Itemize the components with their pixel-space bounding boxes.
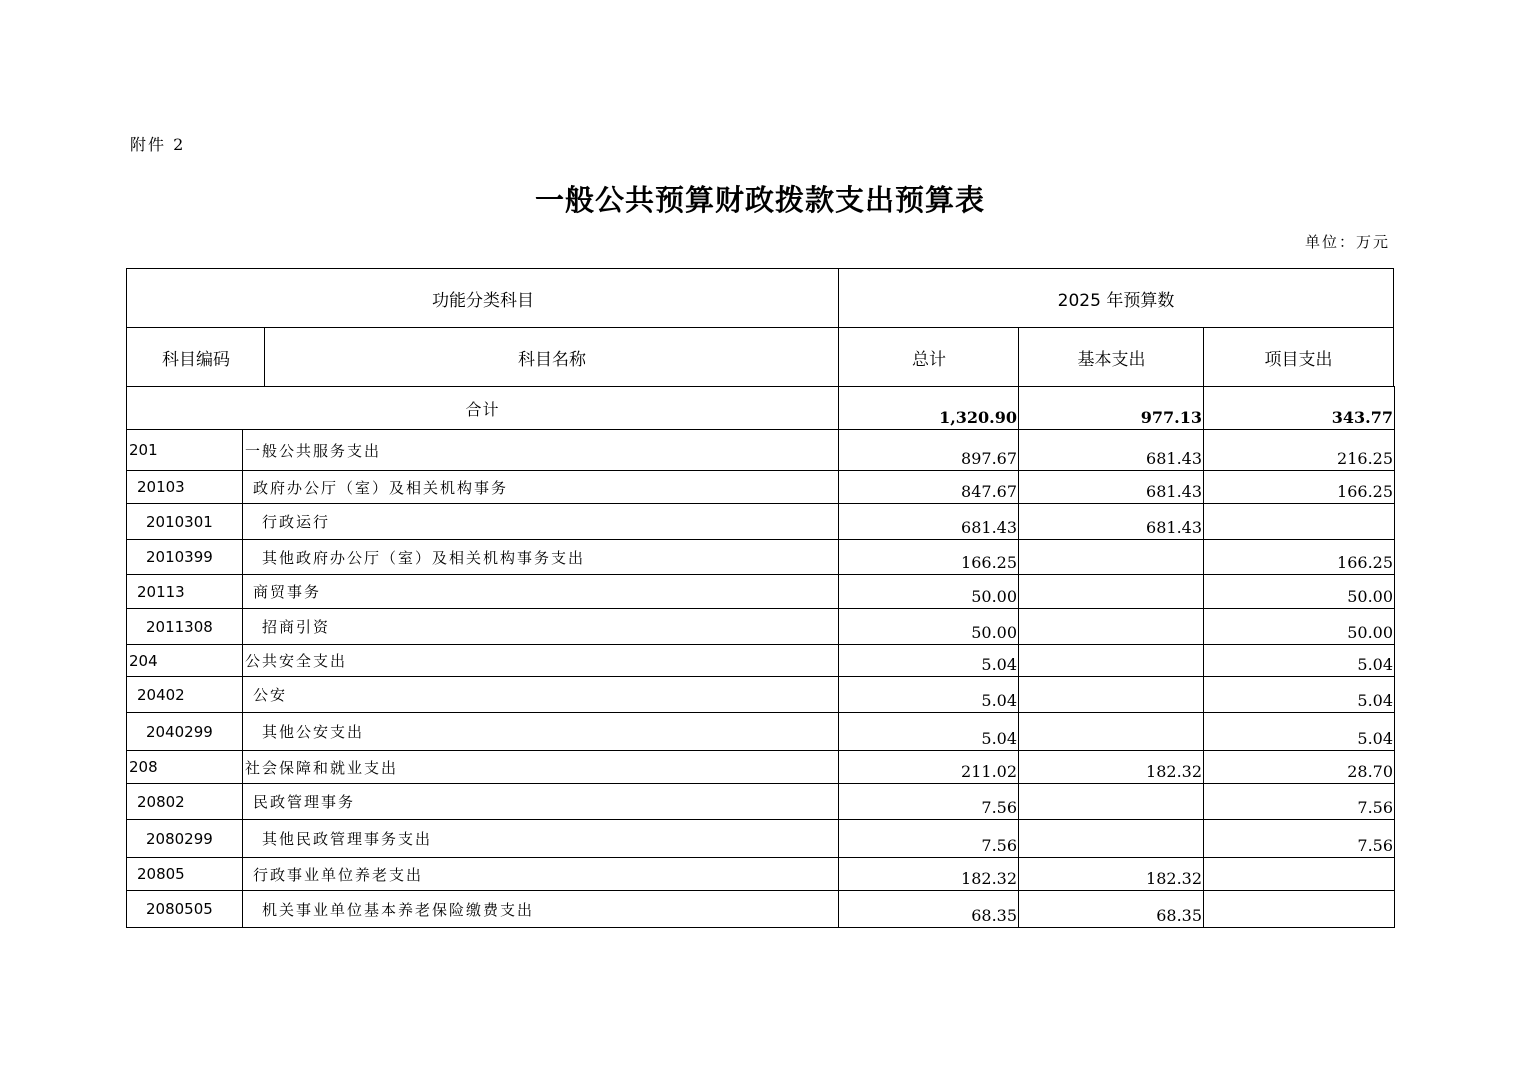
row-name: 商贸事务: [243, 575, 839, 609]
row-basic: 681.43: [1019, 471, 1204, 504]
row-basic: 182.32: [1019, 858, 1204, 891]
row-basic: 681.43: [1019, 430, 1204, 471]
table-row: [127, 677, 1395, 713]
row-project: [1204, 858, 1395, 891]
row-code: 2080505: [127, 891, 243, 928]
table-row: [127, 609, 1395, 645]
row-code: 20113: [127, 575, 243, 609]
row-project: 7.56: [1204, 820, 1395, 858]
row-basic: 68.35: [1019, 891, 1204, 928]
table-row: [127, 751, 1395, 784]
row-project: 50.00: [1204, 609, 1395, 645]
row-name: 社会保障和就业支出: [243, 751, 839, 784]
row-code: 2010399: [127, 540, 243, 575]
row-basic: [1019, 677, 1204, 713]
row-code: 20402: [127, 677, 243, 713]
row-total: 681.43: [839, 504, 1019, 540]
header-budget-year: 2025 年预算数: [1057, 291, 1175, 311]
row-code: 208: [127, 751, 243, 784]
row-basic: 182.32: [1019, 751, 1204, 784]
table-row: [127, 713, 1395, 751]
row-total: 68.35: [839, 891, 1019, 928]
total-sum: 1,320.90: [839, 387, 1019, 430]
header-project: 项目支出: [1264, 349, 1333, 370]
row-basic: [1019, 575, 1204, 609]
row-code: 20802: [127, 784, 243, 820]
row-basic: [1019, 713, 1204, 751]
row-code: 20103: [127, 471, 243, 504]
unit-label: 单位：万元: [1304, 233, 1390, 251]
row-project: 50.00: [1204, 575, 1395, 609]
row-basic: [1019, 645, 1204, 677]
row-project: 216.25: [1204, 430, 1395, 471]
row-project: 5.04: [1204, 713, 1395, 751]
row-project: [1204, 504, 1395, 540]
row-name: 机关事业单位基本养老保险缴费支出: [243, 891, 839, 928]
header-name: 科目名称: [518, 349, 586, 370]
row-name: 民政管理事务: [243, 784, 839, 820]
row-basic: [1019, 540, 1204, 575]
total-row: [127, 387, 1395, 430]
row-name: 其他政府办公厅（室）及相关机构事务支出: [243, 540, 839, 575]
row-name: 其他公安支出: [243, 713, 839, 751]
total-label: 合计: [127, 387, 839, 430]
row-name: 公共安全支出: [243, 645, 839, 677]
page-title: 一般公共预算财政拨款支出预算表: [534, 183, 985, 217]
row-code: 20805: [127, 858, 243, 891]
table-row: [127, 784, 1395, 820]
table-row: [127, 820, 1395, 858]
row-code: 201: [127, 430, 243, 471]
row-name: 其他民政管理事务支出: [243, 820, 839, 858]
row-name: 公安: [243, 677, 839, 713]
row-basic: [1019, 784, 1204, 820]
table-row: [127, 645, 1395, 677]
row-total: 5.04: [839, 713, 1019, 751]
row-code: 2010301: [127, 504, 243, 540]
row-project: [1204, 891, 1395, 928]
budget-table: [126, 386, 1395, 928]
row-name: 招商引资: [243, 609, 839, 645]
header-code: 科目编码: [162, 349, 230, 370]
row-total: 182.32: [839, 858, 1019, 891]
row-name: 行政运行: [243, 504, 839, 540]
row-basic: [1019, 820, 1204, 858]
row-total: 50.00: [839, 575, 1019, 609]
table-header: [126, 268, 1394, 387]
total-project: 343.77: [1204, 387, 1395, 430]
table-row: [127, 891, 1395, 928]
header-total: 总计: [912, 349, 946, 370]
row-name: 行政事业单位养老支出: [243, 858, 839, 891]
row-project: 5.04: [1204, 677, 1395, 713]
row-basic: [1019, 609, 1204, 645]
header-basic: 基本支出: [1077, 349, 1146, 370]
row-code: 2011308: [127, 609, 243, 645]
row-project: 166.25: [1204, 540, 1395, 575]
table-row: [127, 430, 1395, 471]
row-total: 50.00: [839, 609, 1019, 645]
header-divider: [1018, 327, 1019, 386]
row-total: 7.56: [839, 820, 1019, 858]
row-total: 5.04: [839, 677, 1019, 713]
table-row: [127, 471, 1395, 504]
row-project: 28.70: [1204, 751, 1395, 784]
row-project: 166.25: [1204, 471, 1395, 504]
table-row: [127, 540, 1395, 575]
row-total: 897.67: [839, 430, 1019, 471]
row-total: 847.67: [839, 471, 1019, 504]
row-total: 5.04: [839, 645, 1019, 677]
row-total: 7.56: [839, 784, 1019, 820]
attachment-label: 附件 2: [130, 135, 186, 154]
table-row: [127, 858, 1395, 891]
row-project: 5.04: [1204, 645, 1395, 677]
row-total: 211.02: [839, 751, 1019, 784]
header-function-classification: 功能分类科目: [432, 291, 534, 311]
row-name: 政府办公厅（室）及相关机构事务: [243, 471, 839, 504]
header-divider: [1203, 327, 1204, 386]
row-code: 204: [127, 645, 243, 677]
total-basic: 977.13: [1019, 387, 1204, 430]
table-row: [127, 504, 1395, 540]
row-basic: 681.43: [1019, 504, 1204, 540]
row-name: 一般公共服务支出: [243, 430, 839, 471]
row-project: 7.56: [1204, 784, 1395, 820]
row-code: 2040299: [127, 713, 243, 751]
table-row: [127, 575, 1395, 609]
row-code: 2080299: [127, 820, 243, 858]
row-total: 166.25: [839, 540, 1019, 575]
header-divider: [264, 327, 265, 386]
